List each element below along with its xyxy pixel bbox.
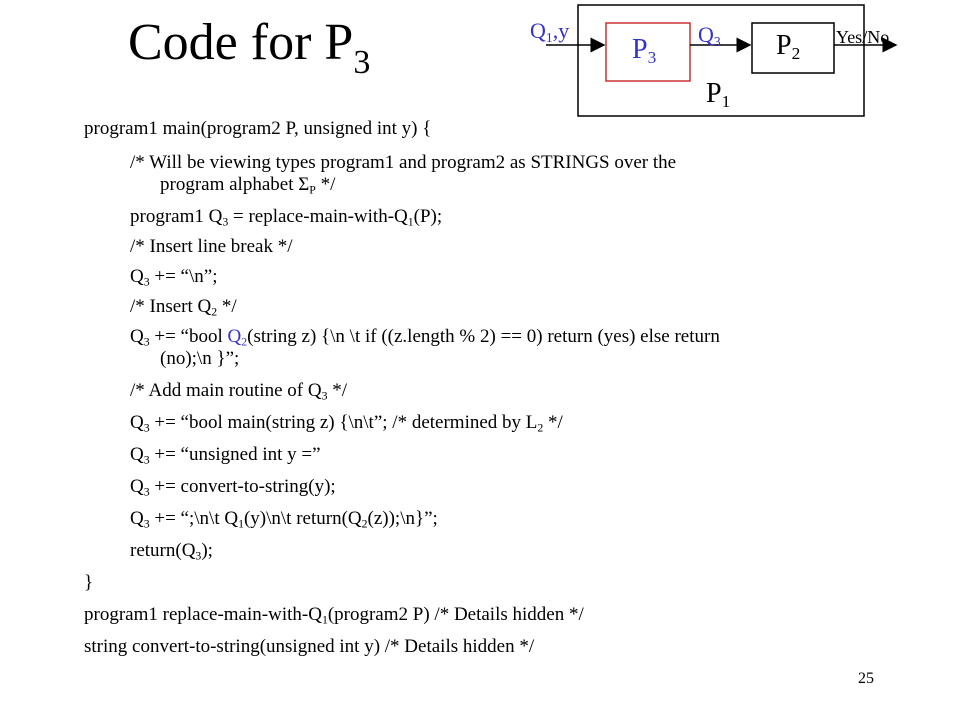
code-line-14: } — [84, 572, 94, 593]
code-line-11: $Q_3$ += convert-to-string(y); — [130, 476, 336, 499]
code-line-15: program1 replace-$main-with-Q_1(program2$ P) /* Details hidden */ — [84, 604, 584, 627]
code-line-3: program1 $Q_3$ = replace-$main-with-Q_1(P)$; — [130, 206, 443, 229]
code-line-2: /* Will be viewing types program1 and program2 as STRINGS over the — [130, 152, 677, 173]
code-line-9: $Q_3$ += “bool main(string z) {\n\t”; /* determined by $L_2$ */ — [130, 412, 563, 435]
code-line-10: $Q_3$ += “unsigned int y =” — [130, 444, 321, 467]
code-line-1: program1 main(program2 P, unsigned int y) { — [84, 118, 432, 139]
box-p3-label: $P_3$ — [632, 34, 657, 67]
code-line-8: /* Add main routine of $Q_3$ */ — [130, 380, 347, 403]
code-line-12: $Q_3$ += “;\n\t $Q_1(y)\backslash n\backslash t$ $return(Q_2(z));\backslash n$}”; — [130, 508, 438, 531]
code-line-4: /* Insert line break */ — [130, 236, 293, 257]
box-p2-label: $P_2$ — [776, 30, 801, 63]
code-line-7b: (no);\n }”; — [160, 348, 240, 369]
program-diagram — [0, 0, 960, 130]
code-line-16: string convert-to-string(unsigned int y) /* Details hidden */ — [84, 636, 535, 657]
outer-p1-label: $P_1$ — [706, 78, 731, 111]
code-line-7: $Q_3$ += “bool $Q_2(string$ z) {\n \t if ((z.length % 2) == 0) return (yes) else return — [130, 326, 720, 349]
mid-label: $Q_3$ — [698, 22, 721, 49]
code-line-6: /* Insert $Q_2$ */ — [130, 296, 237, 319]
title-text: Code for P — [128, 14, 354, 71]
output-label: Yes/No — [836, 27, 890, 47]
code-line-13: $return(Q_3)$; — [130, 540, 213, 563]
code-line-5: $Q_3$ += “\n”; — [130, 266, 218, 289]
page-number: 25 — [858, 670, 874, 687]
code-line-2b: program alphabet $\Sigma_P$ */ — [160, 174, 336, 197]
diagram-shapes — [0, 0, 960, 130]
title-subscript: 3 — [353, 44, 371, 81]
input-label: $Q_1,y$ — [530, 18, 570, 45]
